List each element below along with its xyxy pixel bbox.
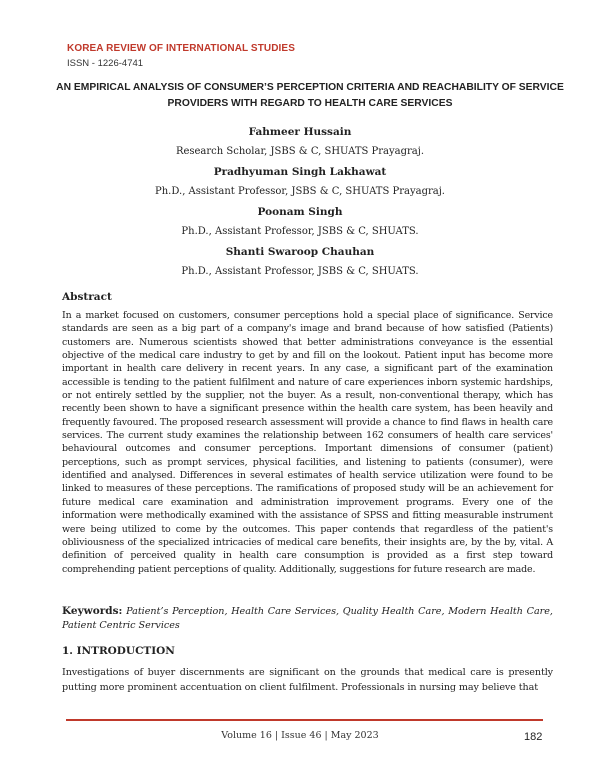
keywords-label: Keywords: [62,605,123,617]
journal-name: KOREA REVIEW OF INTERNATIONAL STUDIES [67,43,295,54]
abstract-text: In a market focused on customers, consumer perceptions hold a special place of significance. Service standards are seen as a big part of a company's image and brand because of how satisfied (Patients) customers are. Numerous scientists showed that better administrations conveyance is the essential objective of the medical care industry to get by and fill on the lookout. Patient input has become more important in health care delivery in recent years. In any case, a significant part of the examination accessible is tending to the patient fulfilment and nature of care experiences inborn systemic hardships, or not entirely settled by the supplier, not the buyer. As a result, non-conventional therapy, which has recently been shown to have a significant presence within the health care system, has been heavily and frequently favoured. The proposed research assessment will provide a chance to find flaws in health care services. The current study examines the relationship between 162 consumers of health care services' behavioural outcomes and consumer perceptions. Important dimensions of consumer (patient) perceptions, such as prompt services, physical facilities, and listening to patients (consumer), were identified and analysed. Differences in several estimates of health service utilization were found to be linked to measures of these perceptions. The ramifications of proposed study will be an achievement for future medical care examination and administration improvement programs. Every one of the information were methodically examined with the assistance of SPSS and fitting measurable instrument were being utilized to come by the outcomes. This paper contends that regardless of the patient's obliviousness of the specialized intricacies of medical care benefits, their insights are, by the by, vital. A definition of perceived quality in health care consumption is provided as a first step toward comprehending patient perceptions of quality. Additionally, suggestions for future research are made. [62,310,553,575]
author-affiliation: Ph.D., Assistant Professor, JSBS & C, SHUATS. [181,226,419,237]
section-heading: 1. INTRODUCTION [62,645,175,657]
issue-info: Volume 16 | Issue 46 | May 2023 [221,730,379,741]
page-number: 182 [524,731,543,743]
issn: ISSN - 1226-4741 [67,58,144,69]
author-block [0,122,600,282]
author-affiliation: Ph.D., Assistant Professor, JSBS & C, SHUATS Prayagraj. [155,186,445,197]
introduction-text: Investigations of buyer discernments are significant on the grounds that medical care is presently putting more prominent accentuation on client fulfilment. Professionals in nursing may believe that [62,667,553,693]
footer-divider [66,719,543,721]
abstract-heading: Abstract [62,291,112,303]
author-name: Poonam Singh [257,206,343,218]
author-affiliation: Ph.D., Assistant Professor, JSBS & C, SHUATS. [181,266,419,277]
paper-title: AN EMPIRICAL ANALYSIS OF CONSUMER’S PERCEPTION CRITERIA AND REACHABILITY OF SERVICE PROVIDERS WITH REGARD TO HEALTH CARE SERVICES [56,82,564,109]
author-affiliation: Research Scholar, JSBS & C, SHUATS Prayagraj. [175,146,425,157]
author-name: Shanti Swaroop Chauhan [225,246,375,258]
keywords [62,604,553,633]
author-name: Pradhyuman Singh Lakhawat [213,166,387,178]
author-name: Fahmeer Hussain [248,126,352,138]
keywords-text: Patient’s Perception, Health Care Services, Quality Health Care, Modern Health Care, Patient Centric Services [62,606,553,631]
